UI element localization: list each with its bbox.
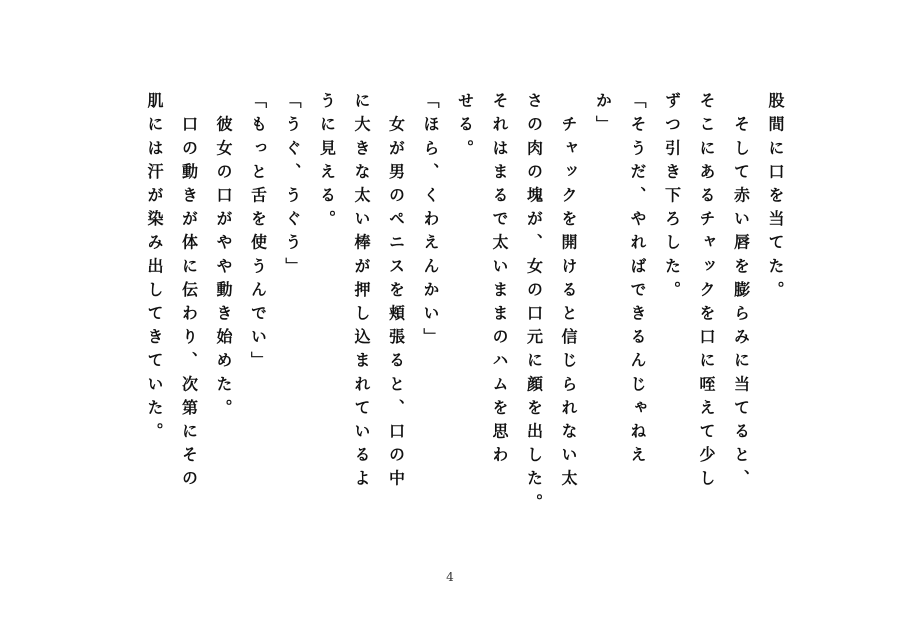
text-line: 「もっと舌を使うんでい」 bbox=[248, 92, 268, 376]
text-line: 「ほら、くわえんかい」 bbox=[421, 92, 440, 352]
text-line: チャックを開けると信じられない太 bbox=[559, 92, 578, 494]
text-line: 彼女の口がやや動き始めた。 bbox=[214, 92, 233, 423]
text-line: それはまるで太いままのハムを思わ bbox=[490, 92, 509, 470]
text-line: か」 bbox=[593, 92, 613, 140]
page-number: 4 bbox=[446, 570, 454, 584]
text-line: 肌には汗が染み出してきていた。 bbox=[145, 92, 164, 446]
text-line: うに見える。 bbox=[317, 92, 337, 234]
text-line: 「そうだ、やればできるんじゃねえ bbox=[628, 92, 647, 470]
text-line: そして赤い唇を膨らみに当てると、 bbox=[731, 92, 751, 494]
text-line: 「うぐ、うぐう」 bbox=[283, 92, 302, 281]
text-line: 口の動きが体に伝わり、次第にその bbox=[179, 92, 199, 494]
text-line: 股間に口を当てた。 bbox=[766, 92, 785, 305]
text-line: そこにあるチャックを口に咥えて少し bbox=[697, 92, 716, 494]
text-line: さの肉の塊が、女の口元に顔を出した。 bbox=[524, 92, 544, 517]
text-line: ずつ引き下ろした。 bbox=[662, 92, 682, 305]
vertical-body-text bbox=[137, 92, 793, 570]
text-line: 女が男のペニスを頬張ると、口の中 bbox=[386, 92, 406, 494]
text-line: せる。 bbox=[455, 92, 475, 163]
text-line: に大きな太い棒が押し込まれているよ bbox=[352, 92, 371, 494]
